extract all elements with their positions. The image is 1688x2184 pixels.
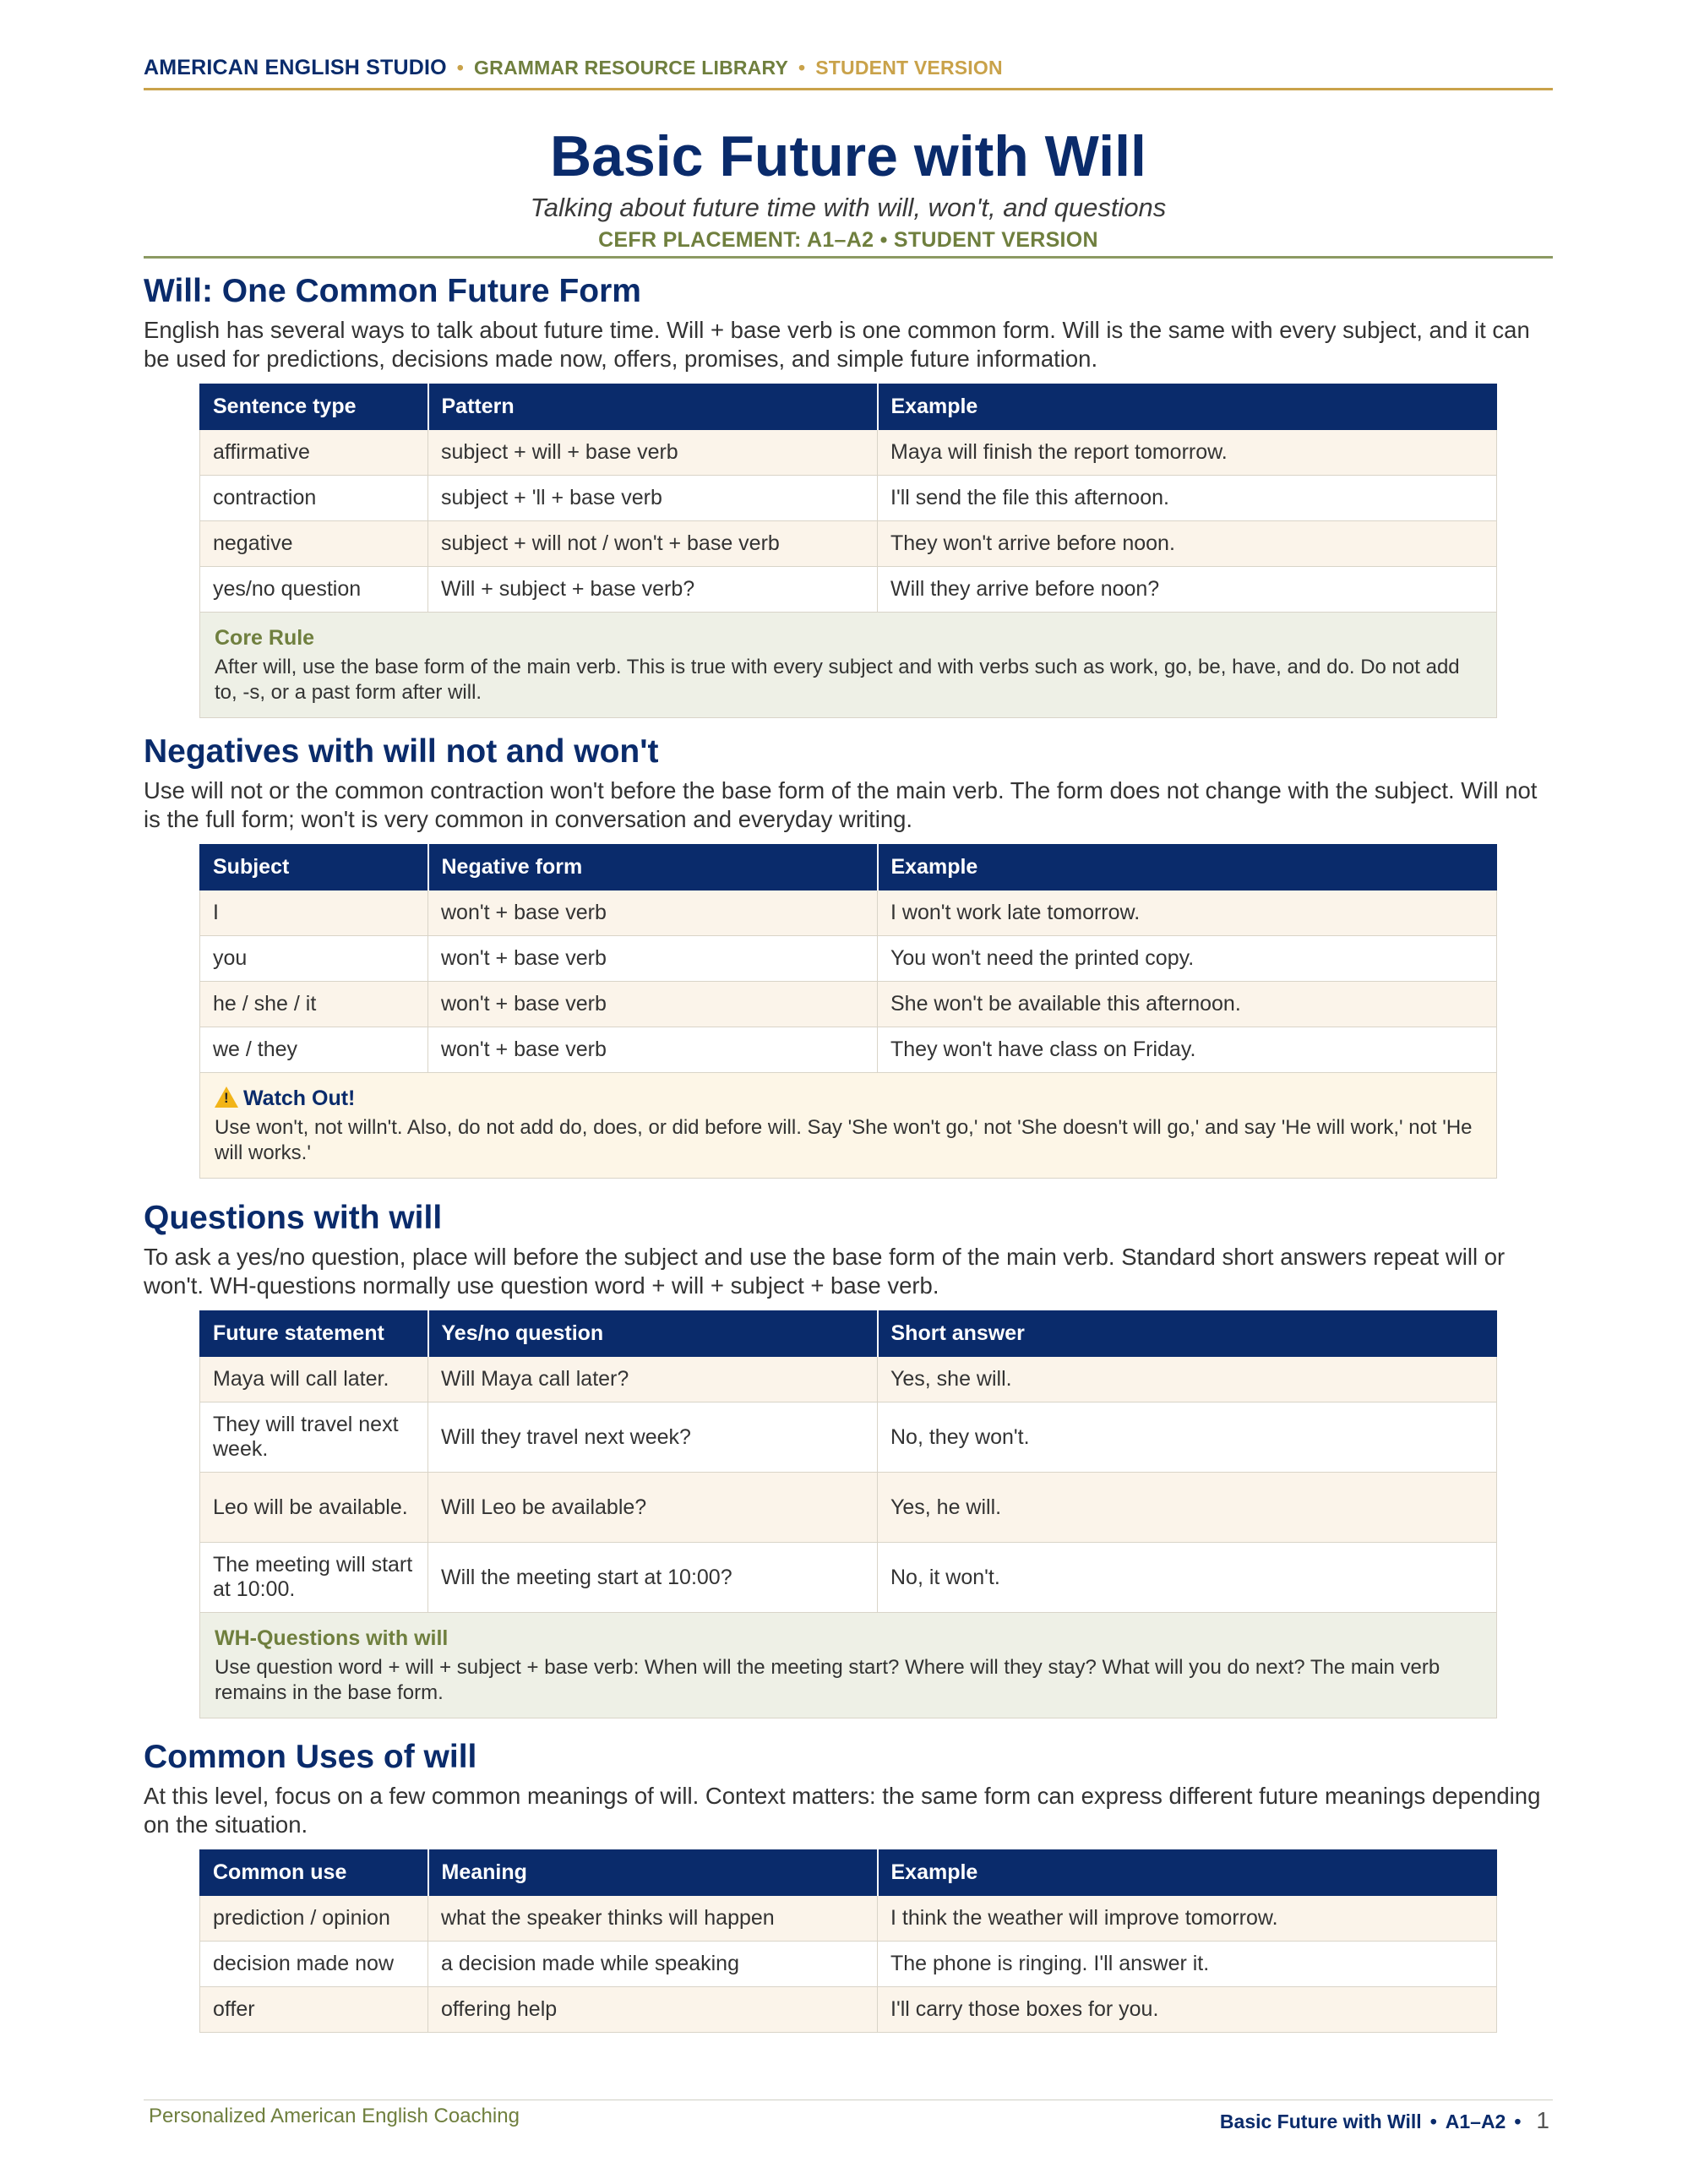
table-row (200, 890, 1497, 936)
note-body: Use question word + will + subject + base verb: When will the meeting start? Where will they stay? What will you do next? The main verb remains in the base form. (215, 1656, 1440, 1704)
table-row (200, 1473, 1497, 1543)
section-negatives (144, 733, 1553, 1179)
table-cell: I'll send the file this afternoon. (878, 476, 1497, 521)
section-heading: Common Uses of will (144, 1739, 477, 1775)
column-header: Sentence type (200, 384, 428, 430)
table-row (200, 936, 1497, 982)
table-cell: They will travel next week. (200, 1402, 428, 1473)
table-header-row (200, 845, 1497, 890)
table-cell: prediction / opinion (200, 1896, 428, 1942)
table-row (200, 1402, 1497, 1473)
questions-table (199, 1310, 1497, 1613)
table-cell: affirmative (200, 430, 428, 476)
table-cell: you (200, 936, 428, 982)
section-body: At this level, focus on a few common meanings of will. Context matters: the same form can express different future meanings depending on the situation. (144, 1783, 1541, 1838)
table-row (200, 476, 1497, 521)
brand-name: AMERICAN ENGLISH STUDIO (144, 56, 447, 79)
table-cell: I'll carry those boxes for you. (878, 1987, 1497, 2033)
column-header: Example (878, 845, 1497, 890)
section-heading: Negatives with will not and won't (144, 733, 659, 770)
column-header: Yes/no question (428, 1311, 878, 1357)
section-heading: Will: One Common Future Form (144, 273, 641, 309)
table-cell: Maya will call later. (200, 1357, 428, 1402)
footer-separator: • (1429, 2110, 1437, 2132)
table-header-row (200, 1311, 1497, 1357)
table-row (200, 1987, 1497, 2033)
section-body: English has several ways to talk about future time. Will + base verb is one common form. Will is the same with every subject, and it can be used for predictions, decisions made now, offers, promises, and simple future information. (144, 317, 1530, 372)
page-subtitle: Talking about future time with will, won't, and questions (530, 193, 1167, 222)
table-cell: won't + base verb (428, 1027, 878, 1073)
section-heading: Questions with will (144, 1200, 443, 1236)
table-cell: Leo will be available. (200, 1473, 428, 1543)
table-row (200, 567, 1497, 613)
footer-separator: • (1514, 2110, 1522, 2132)
table-cell: You won't need the printed copy. (878, 936, 1497, 982)
column-header: Meaning (428, 1850, 878, 1896)
version-label: STUDENT VERSION (815, 57, 1003, 79)
note-title: Core Rule (215, 626, 315, 650)
note-body: After will, use the base form of the main verb. This is true with every subject and with verbs such as work, go, be, have, and do. Do not add to, -s, or a past form after will. (215, 656, 1460, 704)
table-row (200, 982, 1497, 1027)
note-title: WH-Questions with will (215, 1626, 449, 1650)
table-cell: No, it won't. (878, 1543, 1497, 1613)
section-common-uses (144, 1738, 1553, 2033)
column-header: Short answer (878, 1311, 1497, 1357)
column-header: Negative form (428, 845, 878, 890)
negatives-table (199, 844, 1497, 1073)
table-cell: contraction (200, 476, 428, 521)
table-cell: Will they travel next week? (428, 1402, 878, 1473)
note-title-line (215, 1085, 1482, 1112)
column-header: Example (878, 384, 1497, 430)
table-cell: we / they (200, 1027, 428, 1073)
table-cell: They won't arrive before noon. (878, 521, 1497, 567)
table-cell: Yes, she will. (878, 1357, 1497, 1402)
table-cell: Will Maya call later? (428, 1357, 878, 1402)
table-cell: The phone is ringing. I'll answer it. (878, 1942, 1497, 1987)
column-header: Pattern (428, 384, 878, 430)
table-cell: what the speaker thinks will happen (428, 1896, 878, 1942)
table-header-row (200, 384, 1497, 430)
table-row (200, 430, 1497, 476)
header-divider (144, 88, 1553, 90)
table-header-row (200, 1850, 1497, 1896)
watch-out-note (199, 1073, 1497, 1179)
footer-level: A1–A2 (1445, 2110, 1506, 2132)
table-cell: won't + base verb (428, 890, 878, 936)
wh-questions-note (199, 1613, 1497, 1718)
core-rule-note (199, 613, 1497, 718)
table-row (200, 521, 1497, 567)
section-body: Use will not or the common contraction won't before the base form of the main verb. The form does not change with the subject. Will not is the full form; won't is very common in conversation and everyday writing. (144, 777, 1538, 832)
warning-icon (215, 1087, 238, 1108)
footer-page-info (1220, 2107, 1549, 2134)
column-header: Common use (200, 1850, 428, 1896)
page-number: 1 (1536, 2107, 1549, 2133)
section-body: To ask a yes/no question, place will before the subject and use the base form of the main verb. Standard short answers repeat will or won't. WH-questions normally use question word + will + subject + base verb. (144, 1244, 1506, 1299)
note-body: Use won't, not willn't. Also, do not add do, does, or did before will. Say 'She won't go,' not 'She doesn't will go,' and say 'He will work,' not 'He will works.' (215, 1116, 1473, 1164)
column-header: Example (878, 1850, 1497, 1896)
table-cell: Will Leo be available? (428, 1473, 878, 1543)
table-cell: subject + 'll + base verb (428, 476, 878, 521)
title-divider (144, 256, 1553, 259)
table-cell: No, they won't. (878, 1402, 1497, 1473)
table-cell: Maya will finish the report tomorrow. (878, 430, 1497, 476)
footer-title: Basic Future with Will (1219, 2110, 1422, 2132)
header-separator: • (456, 57, 465, 79)
table-cell: subject + will not / won't + base verb (428, 521, 878, 567)
table-cell: Will the meeting start at 10:00? (428, 1543, 878, 1613)
table-cell: a decision made while speaking (428, 1942, 878, 1987)
table-row (200, 1027, 1497, 1073)
table-row (200, 1896, 1497, 1942)
cefr-placement: CEFR PLACEMENT: A1–A2 • STUDENT VERSION (598, 228, 1098, 252)
uses-table (199, 1849, 1497, 2033)
table-cell: decision made now (200, 1942, 428, 1987)
section-will-form (144, 272, 1553, 718)
header-separator: • (798, 57, 806, 79)
table-cell: She won't be available this afternoon. (878, 982, 1497, 1027)
table-cell: subject + will + base verb (428, 430, 878, 476)
table-row (200, 1543, 1497, 1613)
column-header: Future statement (200, 1311, 428, 1357)
table-cell: Will they arrive before noon? (878, 567, 1497, 613)
table-cell: Will + subject + base verb? (428, 567, 878, 613)
footer-tagline: Personalized American English Coaching (149, 2105, 520, 2127)
page-title: Basic Future with Will (550, 124, 1146, 188)
table-cell: won't + base verb (428, 982, 878, 1027)
table-cell: negative (200, 521, 428, 567)
library-name: GRAMMAR RESOURCE LIBRARY (474, 57, 788, 79)
running-header (144, 56, 1553, 80)
note-title: Watch Out! (243, 1087, 356, 1110)
table-cell: I won't work late tomorrow. (878, 890, 1497, 936)
table-cell: They won't have class on Friday. (878, 1027, 1497, 1073)
table-cell: he / she / it (200, 982, 428, 1027)
table-cell: I think the weather will improve tomorrow. (878, 1896, 1497, 1942)
table-cell: yes/no question (200, 567, 428, 613)
pattern-table (199, 384, 1497, 613)
column-header: Subject (200, 845, 428, 890)
table-row (200, 1357, 1497, 1402)
table-cell: offering help (428, 1987, 878, 2033)
table-cell: Yes, he will. (878, 1473, 1497, 1543)
table-cell: offer (200, 1987, 428, 2033)
table-cell: The meeting will start at 10:00. (200, 1543, 428, 1613)
table-cell: won't + base verb (428, 936, 878, 982)
section-questions (144, 1199, 1553, 1718)
table-row (200, 1942, 1497, 1987)
table-cell: I (200, 890, 428, 936)
